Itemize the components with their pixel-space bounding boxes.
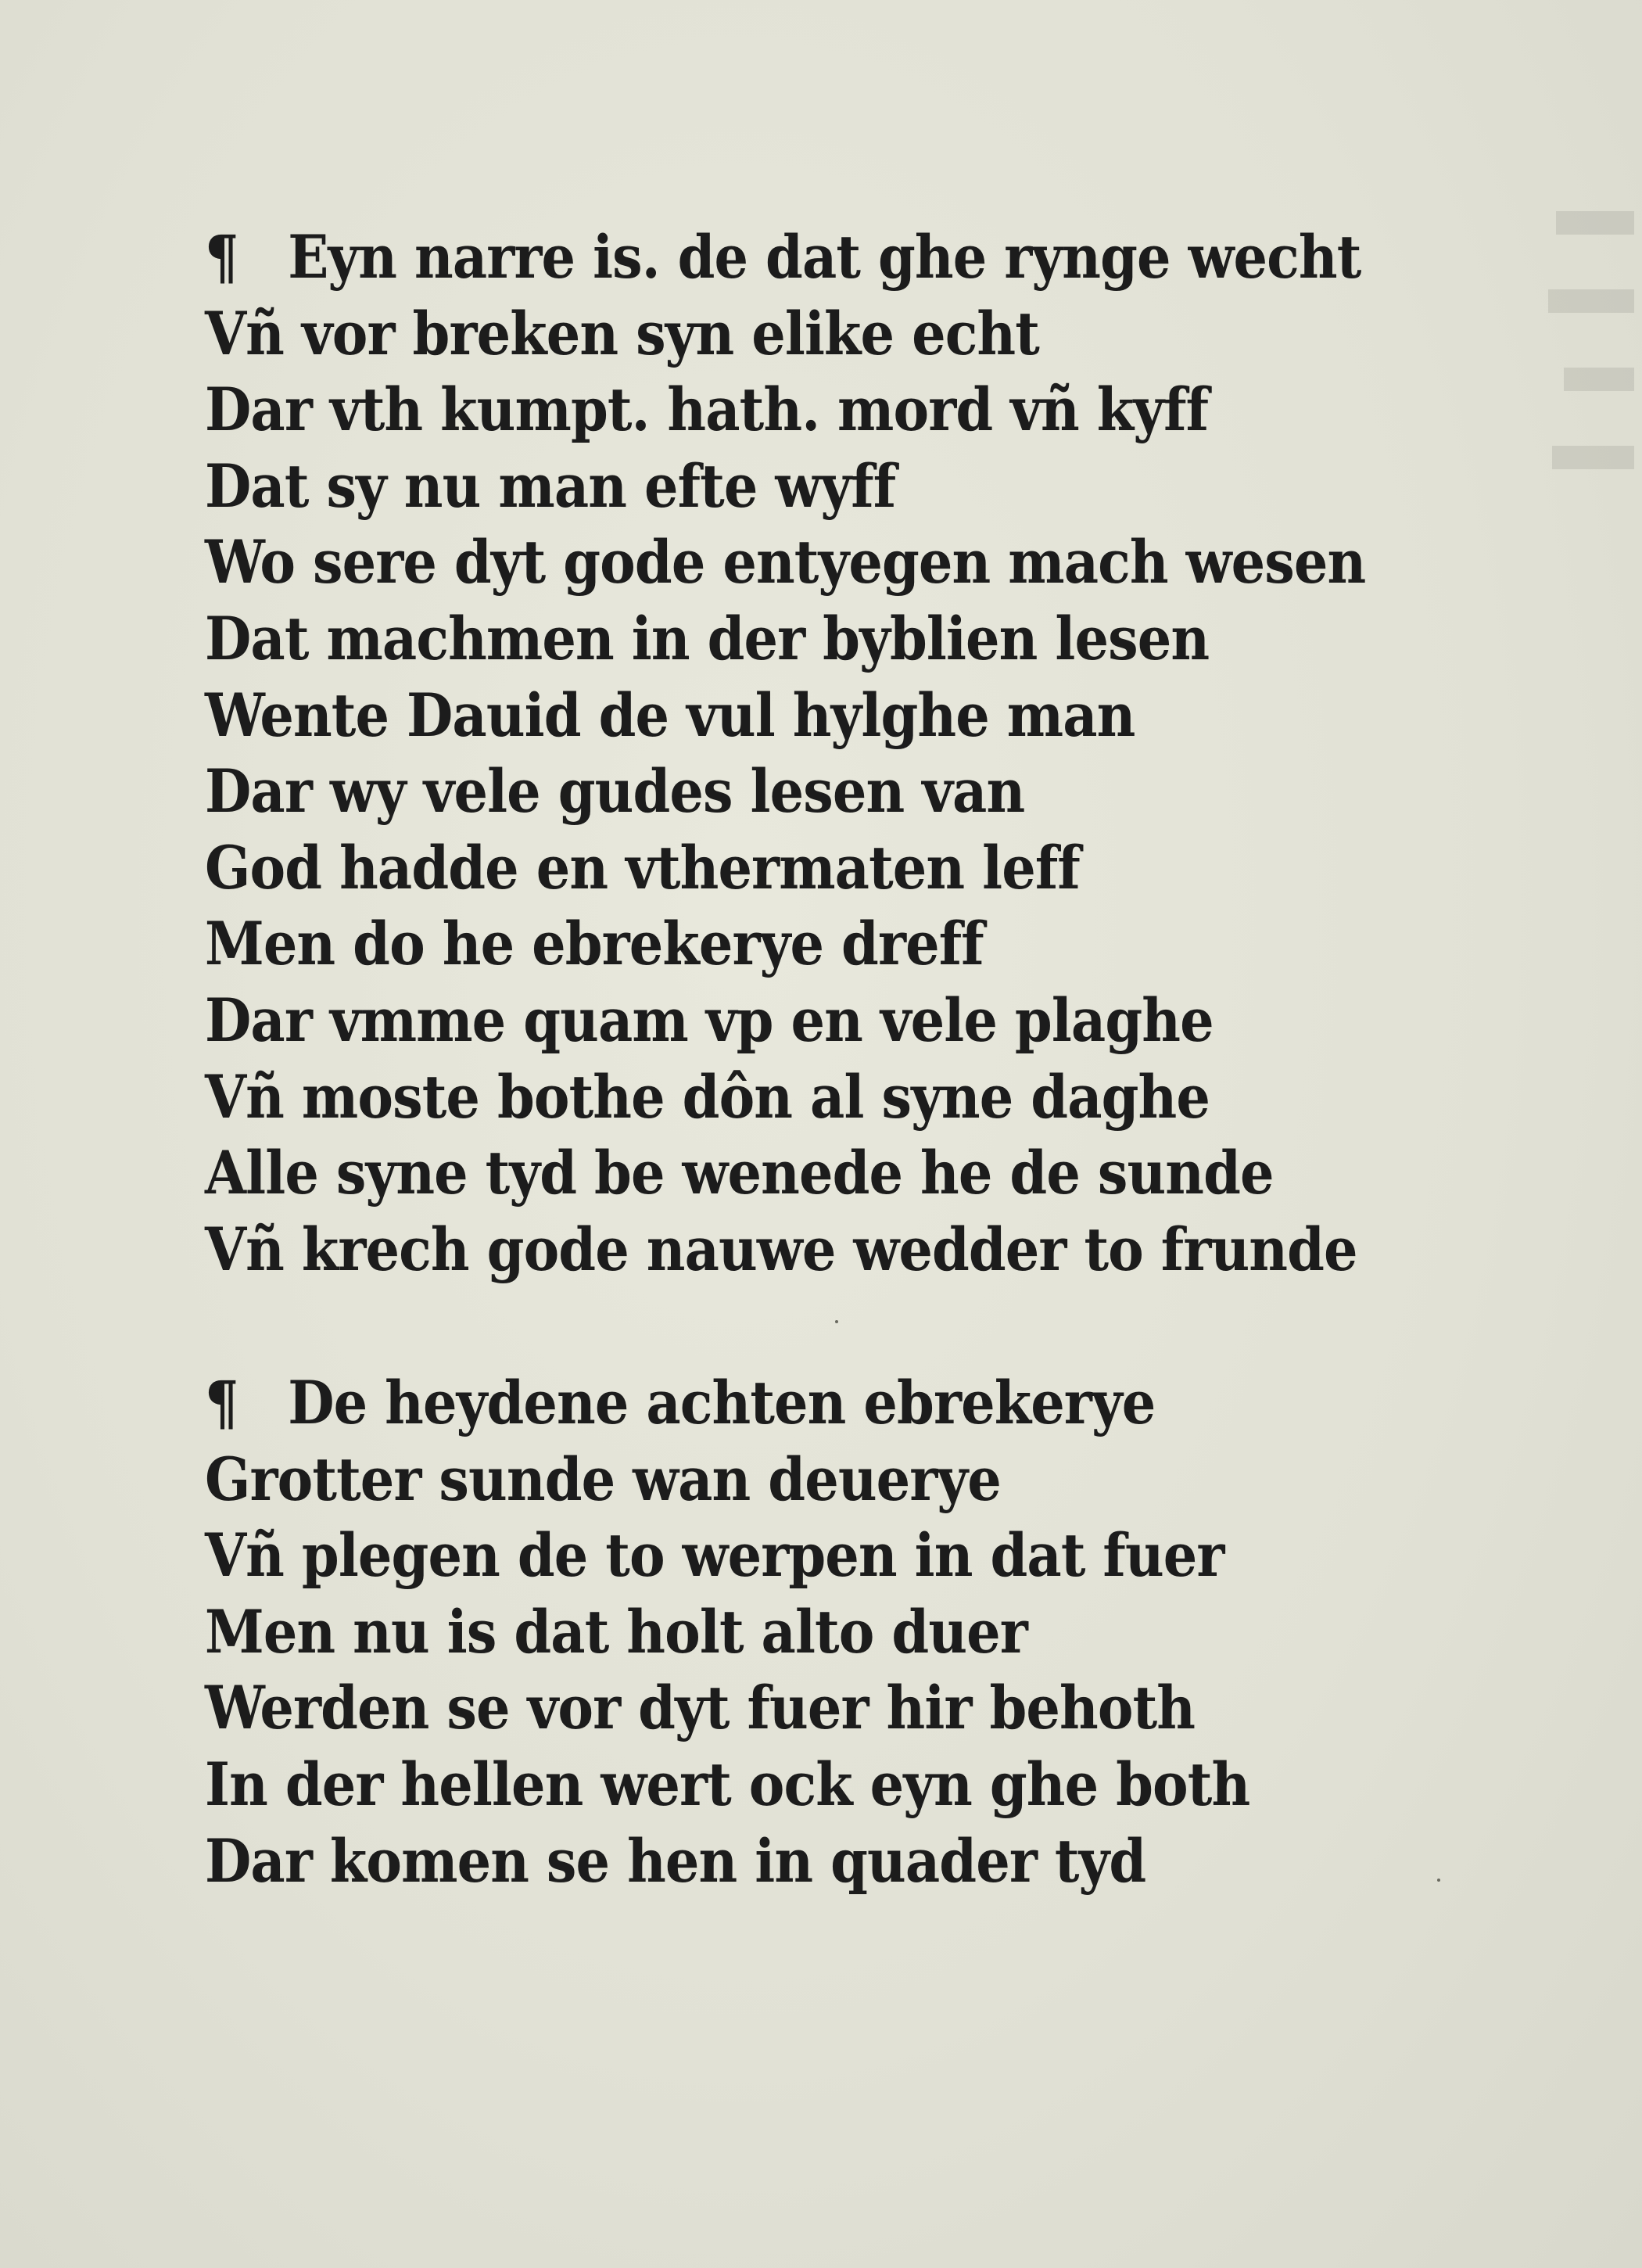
verse-line: Dar vmme quam vp en vele plaghe xyxy=(205,985,1214,1055)
verse-line: Werden se vor dyt fuer hir behoth xyxy=(205,1673,1196,1743)
pilcrow-mark: ¶ xyxy=(205,222,238,292)
verse-line: Dar vth kumpt. hath. mord vñ kyff xyxy=(205,375,1209,445)
pilcrow-mark: ¶ xyxy=(205,1368,238,1437)
verse-line: God hadde en vthermaten leff xyxy=(205,832,1080,903)
verse-line: Wo sere dyt gode entyegen mach wesen xyxy=(205,527,1366,598)
verse-line: Men do he ebrekerye dreff xyxy=(205,909,984,979)
verse-line: In der hellen wert ock eyn ghe both xyxy=(205,1749,1250,1819)
verse-text: De heydene achten ebrekerye xyxy=(288,1368,1156,1437)
verse-line: Grotter sunde wan deuerye xyxy=(205,1444,1001,1514)
verse-line: Men nu is dat holt alto duer xyxy=(205,1596,1027,1667)
verse-line: Vñ krech gode nauwe wedder to frunde xyxy=(205,1214,1357,1284)
verse-line: Dar wy vele gudes lesen van xyxy=(205,756,1025,827)
verse-text: Eyn narre is. de dat ghe rynge wecht xyxy=(288,222,1361,292)
verse-line xyxy=(205,219,1401,296)
paper-speck xyxy=(1437,1879,1440,1882)
verse-line: Vñ vor breken syn elike echt xyxy=(205,298,1039,368)
stanza-2 xyxy=(205,1365,1534,1899)
verse-line xyxy=(205,1365,1401,1441)
verse-line: Wente Dauid de vul hylghe man xyxy=(205,680,1135,750)
bleed-through-text xyxy=(1540,196,1642,587)
verse-line: Alle syne tyd be wenede he de sunde xyxy=(205,1138,1274,1208)
verse-line: Dar komen se hen in quader tyd xyxy=(205,1825,1146,1896)
verse-line: Vñ moste bothe dôn al syne daghe xyxy=(205,1061,1210,1132)
verse-line: Dat sy nu man efte wyff xyxy=(205,450,896,521)
paper-speck xyxy=(835,1320,838,1323)
verse-line: Vñ plegen de to werpen in dat fuer xyxy=(205,1520,1224,1591)
stanza-1 xyxy=(205,219,1534,1287)
verse-line: Dat machmen in der byblien lesen xyxy=(205,603,1210,673)
